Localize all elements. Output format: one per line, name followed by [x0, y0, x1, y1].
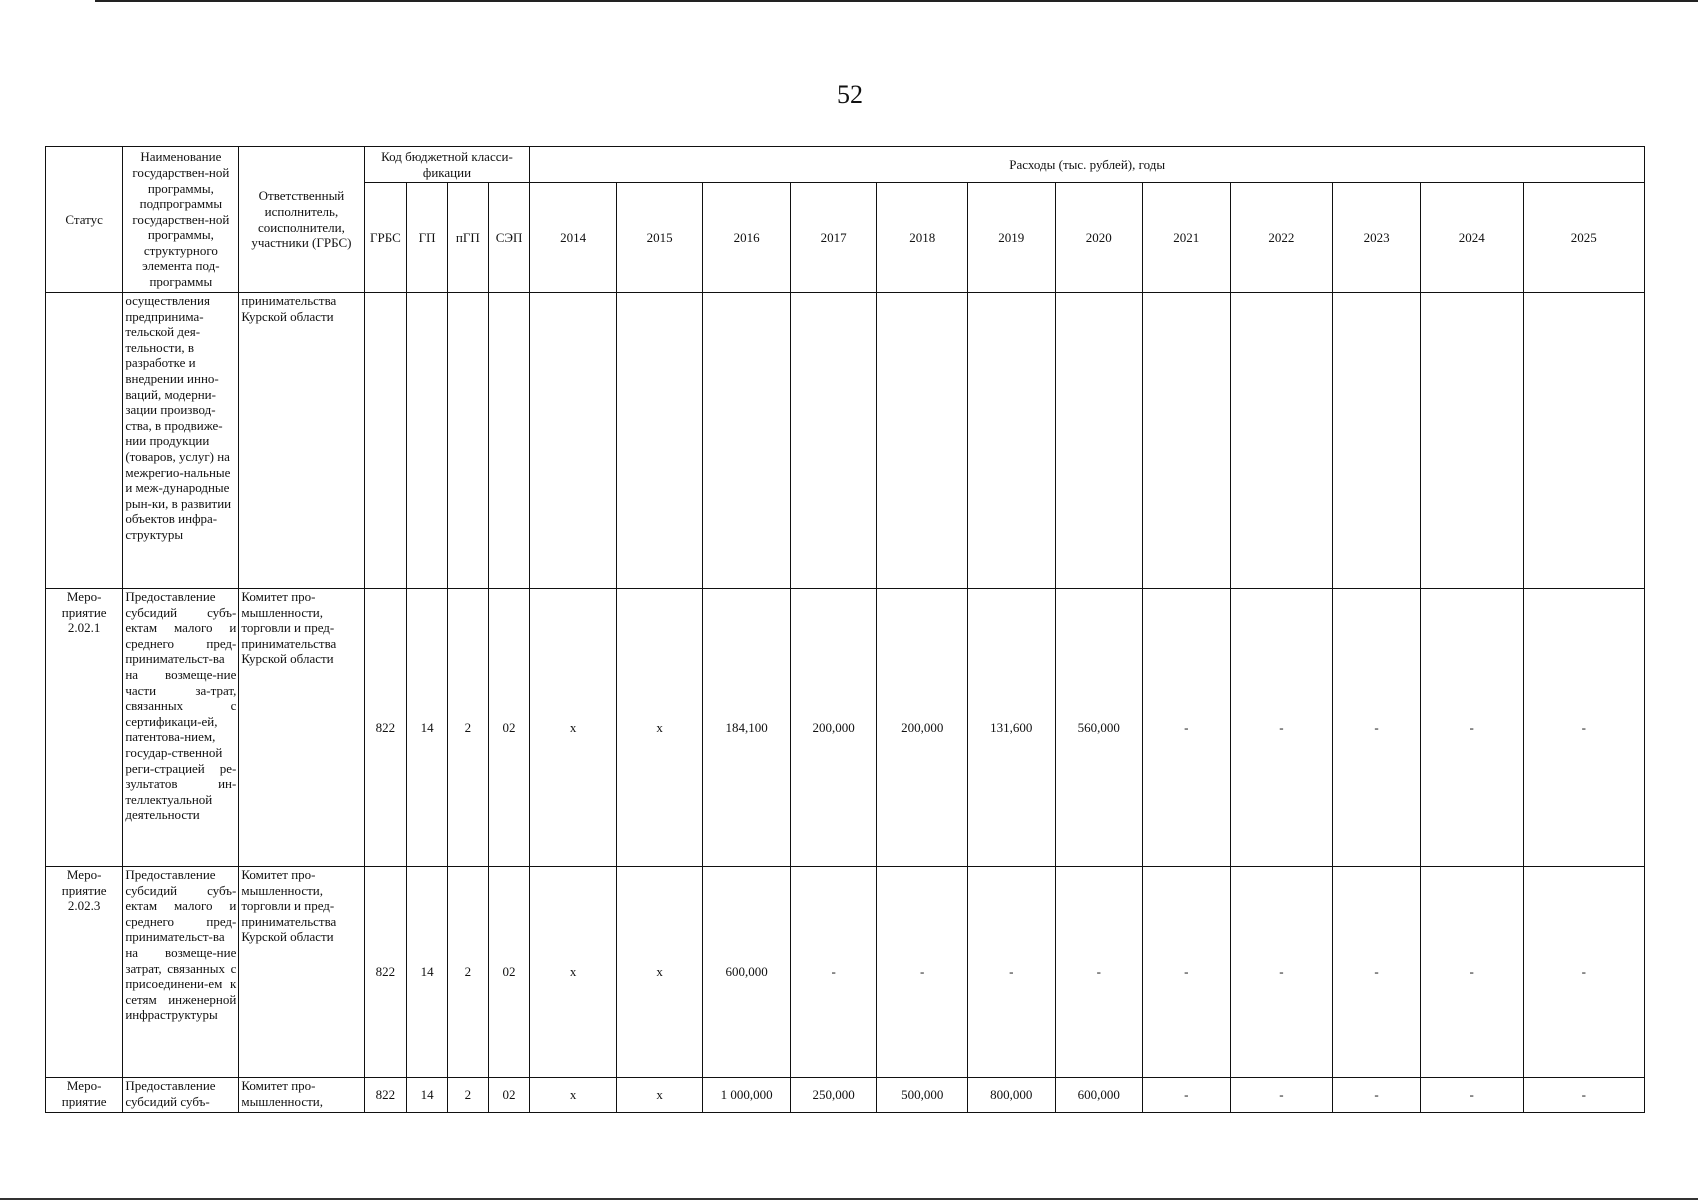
row-code-grbs [364, 293, 407, 589]
header-year: 2023 [1333, 183, 1421, 293]
header-code-gp: ГП [407, 183, 448, 293]
row-code-grbs: 822 [364, 589, 407, 867]
row-name: Предоставление субсидий субъ-ектам малого и среднего пред-принимательст-ва на возмеще-ние затрат, связанных с присоединени-ем к сетям инженерной инфраструктуры [123, 867, 239, 1078]
row-name: осуществления предпринима-тельской дея-тельности, в разработке и внедрении инно-ваций, модерни-зации производ-ства, в продвиже-нии продукции (товаров, услуг) на межрегио-нальные и меж-дународные рын-ки, в развитии объектов инфра-структуры [123, 293, 239, 589]
row-value: 800,000 [967, 1078, 1055, 1113]
row-code-pgp: 2 [447, 589, 488, 867]
row-value: - [1143, 589, 1231, 867]
row-code-pgp: 2 [447, 867, 488, 1078]
row-executor: Комитет про-мышленности, торговли и пред-принимательства Курской области [239, 589, 364, 867]
row-status: Меро-приятие [46, 1078, 123, 1113]
row-executor: принимательства Курской области [239, 293, 364, 589]
row-value [616, 293, 703, 589]
row-value: - [1420, 589, 1523, 867]
header-status: Статус [46, 147, 123, 293]
row-value: - [1333, 589, 1421, 867]
table-row [46, 1078, 1645, 1113]
row-value: х [616, 1078, 703, 1113]
row-value: х [530, 867, 617, 1078]
row-code-pgp: 2 [447, 1078, 488, 1113]
row-code-pgp [447, 293, 488, 589]
row-code-gp [407, 293, 448, 589]
header-year: 2018 [877, 183, 968, 293]
header-year: 2016 [703, 183, 791, 293]
row-value [967, 293, 1055, 589]
table-row [46, 867, 1645, 1078]
table-row [46, 589, 1645, 867]
row-value: - [1230, 589, 1333, 867]
row-status: Меро-приятие 2.02.1 [46, 589, 123, 867]
row-value: - [790, 867, 877, 1078]
header-year: 2022 [1230, 183, 1333, 293]
row-value: 500,000 [877, 1078, 968, 1113]
row-value: - [1420, 1078, 1523, 1113]
row-value: 184,100 [703, 589, 791, 867]
row-value: - [1143, 1078, 1231, 1113]
row-executor: Комитет про-мышленности, [239, 1078, 364, 1113]
row-value: 560,000 [1055, 589, 1143, 867]
row-value: 1 000,000 [703, 1078, 791, 1113]
row-value [790, 293, 877, 589]
row-value: - [1333, 1078, 1421, 1113]
row-value: х [616, 589, 703, 867]
row-value: 131,600 [967, 589, 1055, 867]
header-year: 2015 [616, 183, 703, 293]
header-expenses-group: Расходы (тыс. рублей), годы [530, 147, 1645, 183]
header-year: 2019 [967, 183, 1055, 293]
row-value [1523, 293, 1644, 589]
row-value: 200,000 [877, 589, 968, 867]
row-status: Меро-приятие 2.02.3 [46, 867, 123, 1078]
header-year: 2021 [1143, 183, 1231, 293]
row-code-gp: 14 [407, 589, 448, 867]
header-year: 2024 [1420, 183, 1523, 293]
row-value: х [530, 589, 617, 867]
table-row [46, 293, 1645, 589]
header-year: 2017 [790, 183, 877, 293]
row-value: - [1333, 867, 1421, 1078]
row-code-sep: 02 [488, 589, 530, 867]
header-year: 2014 [530, 183, 617, 293]
row-value: 600,000 [1055, 1078, 1143, 1113]
row-code-sep: 02 [488, 1078, 530, 1113]
top-scan-border [95, 0, 1698, 2]
row-value: - [877, 867, 968, 1078]
row-value: - [1230, 1078, 1333, 1113]
budget-table [45, 146, 1645, 1113]
page-number: 52 [837, 80, 863, 109]
row-name: Предоставление субсидий субъ- [123, 1078, 239, 1113]
row-value [703, 293, 791, 589]
row-value [530, 293, 617, 589]
row-code-sep [488, 293, 530, 589]
header-budget-code-group: Код бюджетной класси-фикации [364, 147, 530, 183]
row-value: - [1523, 1078, 1644, 1113]
row-code-grbs: 822 [364, 867, 407, 1078]
header-name: Наименование государствен-ной программы, подпрограммы государствен-ной программы, структурного элемента под-программы [123, 147, 239, 293]
row-value: 600,000 [703, 867, 791, 1078]
row-value: 200,000 [790, 589, 877, 867]
row-value [1230, 293, 1333, 589]
row-value: 250,000 [790, 1078, 877, 1113]
row-executor: Комитет про-мышленности, торговли и пред-принимательства Курской области [239, 867, 364, 1078]
row-value [1055, 293, 1143, 589]
row-status [46, 293, 123, 589]
row-value [1333, 293, 1421, 589]
row-code-sep: 02 [488, 867, 530, 1078]
row-name: Предоставление субсидий субъ-ектам малого и среднего пред-принимательст-ва на возмеще-ние части за-трат, связанных с сертификаци-ей, патентова-нием, государ-ственной реги-страцией ре-зультатов ин-теллектуальной деятельности [123, 589, 239, 867]
header-code-sep: СЭП [488, 183, 530, 293]
row-code-gp: 14 [407, 867, 448, 1078]
row-value: х [616, 867, 703, 1078]
row-value: - [1420, 867, 1523, 1078]
row-value: - [1523, 589, 1644, 867]
row-value: - [1055, 867, 1143, 1078]
row-value: - [1230, 867, 1333, 1078]
header-year: 2025 [1523, 183, 1644, 293]
row-value [1420, 293, 1523, 589]
row-value: - [1523, 867, 1644, 1078]
header-executor: Ответственный исполнитель, соисполнители, участники (ГРБС) [239, 147, 364, 293]
row-code-grbs: 822 [364, 1078, 407, 1113]
header-year: 2020 [1055, 183, 1143, 293]
row-value [1143, 293, 1231, 589]
row-code-gp: 14 [407, 1078, 448, 1113]
row-value: - [1143, 867, 1231, 1078]
header-code-grbs: ГРБС [364, 183, 407, 293]
row-value: - [967, 867, 1055, 1078]
row-value [877, 293, 968, 589]
header-code-pgp: пГП [447, 183, 488, 293]
row-value: х [530, 1078, 617, 1113]
